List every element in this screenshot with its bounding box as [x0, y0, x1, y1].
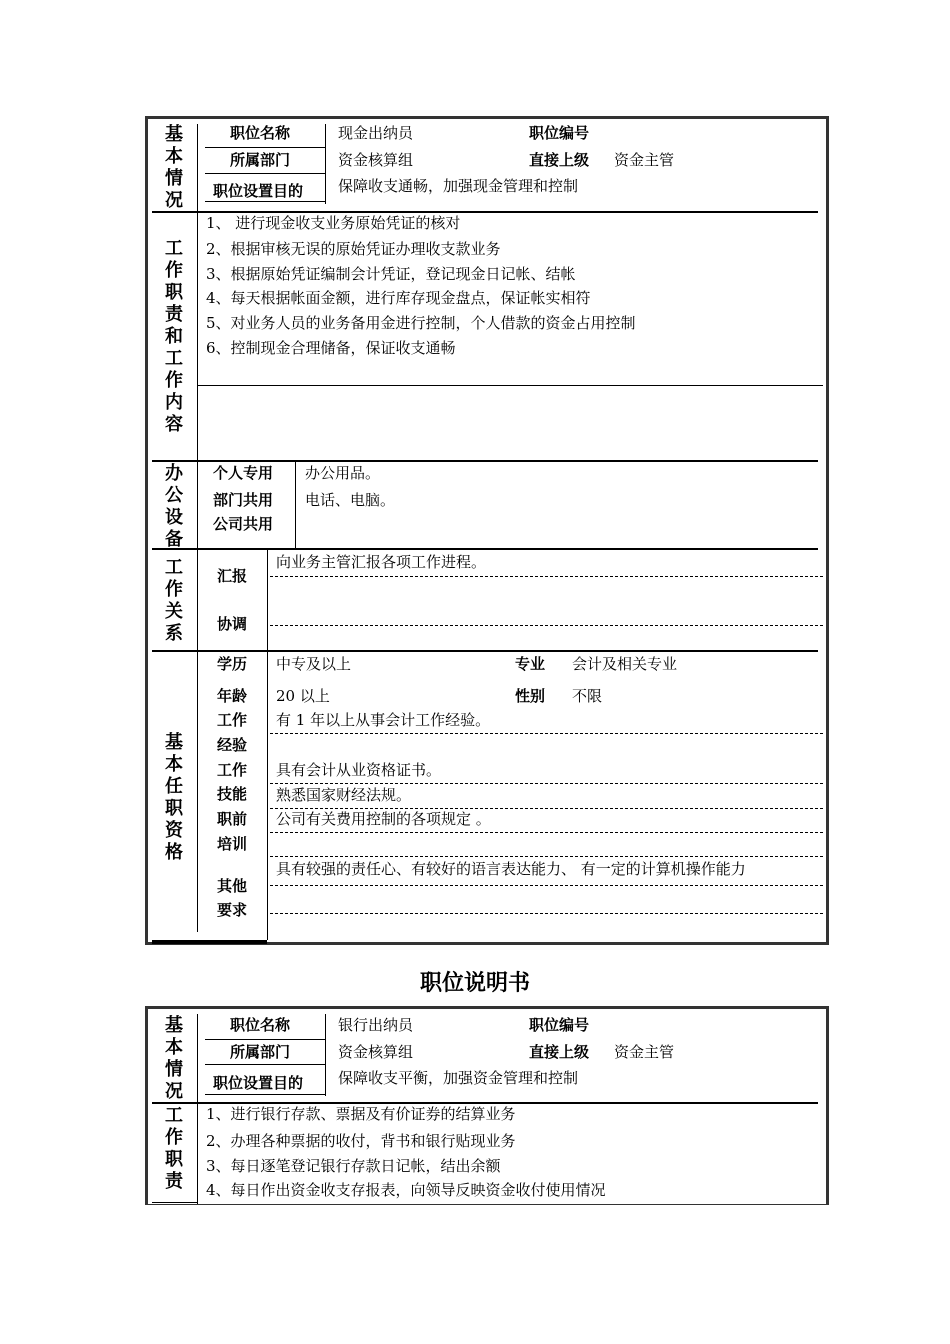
form-2-position-name-value: 银行出纳员	[338, 1016, 414, 1034]
equipment-department-value: 电话、电脑。	[305, 491, 396, 509]
major-value: 会计及相关专业	[572, 655, 678, 673]
form-2-duty-item: 4、每日作出资金收支存报表，向领导反映资金收付使用情况	[206, 1181, 606, 1199]
skills-label: 工作	[217, 761, 248, 779]
page-title: 职位说明书	[419, 971, 530, 996]
skills-value: 熟悉国家财经法规。	[276, 786, 412, 804]
position-name-value: 现金出纳员	[338, 124, 414, 142]
section-qualifications: 基本任职资格	[165, 732, 183, 863]
equipment-department-label: 部门共用	[213, 491, 274, 509]
form-2-duty-item: 3、每日逐笔登记银行存款日记帐，结出余额	[206, 1157, 501, 1175]
form-2-duty-item: 1、进行银行存款、票据及有价证券的结算业务	[206, 1105, 516, 1123]
form-1-bottom-bar	[152, 940, 267, 944]
duty-item: 5、对业务人员的业务备用金进行控制，个人借款的资金占用控制	[206, 314, 636, 332]
education-label: 学历	[217, 655, 248, 673]
experience-value: 有 1 年以上从事会计工作经验。	[276, 711, 491, 729]
major-label: 专业	[515, 655, 546, 673]
age-label: 年龄	[217, 687, 248, 705]
department-label: 所属部门	[230, 151, 291, 169]
position-no-label: 职位编号	[529, 124, 590, 142]
department-value: 资金核算组	[338, 151, 414, 169]
form-2-purpose-value: 保障收支平衡，加强资金管理和控制	[338, 1069, 579, 1087]
relations-report-label: 汇报	[217, 567, 248, 585]
form-2-section-duties: 工作职责	[165, 1105, 183, 1192]
other-label: 其他	[217, 877, 248, 895]
purpose-value: 保障收支通畅，加强现金管理和控制	[338, 177, 579, 195]
relations-coordinate-label: 协调	[217, 615, 248, 633]
form-2-supervisor-value: 资金主管	[614, 1043, 675, 1061]
training-label: 培训	[217, 835, 248, 853]
form-2-department-value: 资金核算组	[338, 1043, 414, 1061]
form-2-department-label: 所属部门	[230, 1043, 291, 1061]
relations-report-value: 向业务主管汇报各项工作进程。	[276, 553, 487, 571]
position-name-label: 职位名称	[230, 124, 291, 142]
form-2-position-no-label: 职位编号	[529, 1016, 590, 1034]
section-relations: 工作关系	[165, 557, 183, 644]
duty-item: 1、 进行现金收支业务原始凭证的核对	[206, 214, 461, 232]
form-2-section-basic-info: 基本情况	[165, 1015, 183, 1102]
age-value: 20 以上	[276, 687, 330, 705]
form-2-supervisor-label: 直接上级	[529, 1043, 590, 1061]
other-label: 要求	[217, 901, 248, 919]
form-2-duty-item: 2、办理各种票据的收付，背书和银行贴现业务	[206, 1132, 516, 1150]
duty-item: 3、根据原始凭证编制会计凭证，登记现金日记帐、结帐	[206, 265, 576, 283]
equipment-personal-value: 办公用品。	[305, 464, 381, 482]
duty-item: 6、控制现金合理储备，保证收支通畅	[206, 339, 456, 357]
purpose-label: 职位设置目的	[213, 182, 304, 200]
training-label: 职前	[217, 810, 248, 828]
form-2-purpose-label: 职位设置目的	[213, 1074, 304, 1092]
skills-label: 技能	[217, 785, 248, 803]
gender-label: 性别	[515, 687, 546, 705]
equipment-personal-label: 个人专用	[213, 464, 274, 482]
duty-item: 4、每天根据帐面金额，进行库存现金盘点，保证帐实相符	[206, 289, 591, 307]
section-equipment: 办公设备	[165, 463, 183, 550]
experience-label: 经验	[217, 736, 248, 754]
skills-value: 具有会计从业资格证书。	[276, 761, 442, 779]
other-value: 具有较强的责任心、有较好的语言表达能力、 有一定的计算机操作能力	[276, 860, 746, 878]
supervisor-label: 直接上级	[529, 151, 590, 169]
gender-value: 不限	[572, 687, 603, 705]
experience-label: 工作	[217, 711, 248, 729]
section-duties: 工作职责和工作内容	[165, 238, 183, 435]
equipment-company-label: 公司共用	[213, 515, 274, 533]
education-value: 中专及以上	[276, 655, 352, 673]
training-value: 公司有关费用控制的各项规定 。	[276, 810, 491, 828]
section-basic-info: 基本情况	[165, 124, 183, 211]
supervisor-value: 资金主管	[614, 151, 675, 169]
form-2-position-name-label: 职位名称	[230, 1016, 291, 1034]
duty-item: 2、根据审核无误的原始凭证办理收支款业务	[206, 240, 501, 258]
